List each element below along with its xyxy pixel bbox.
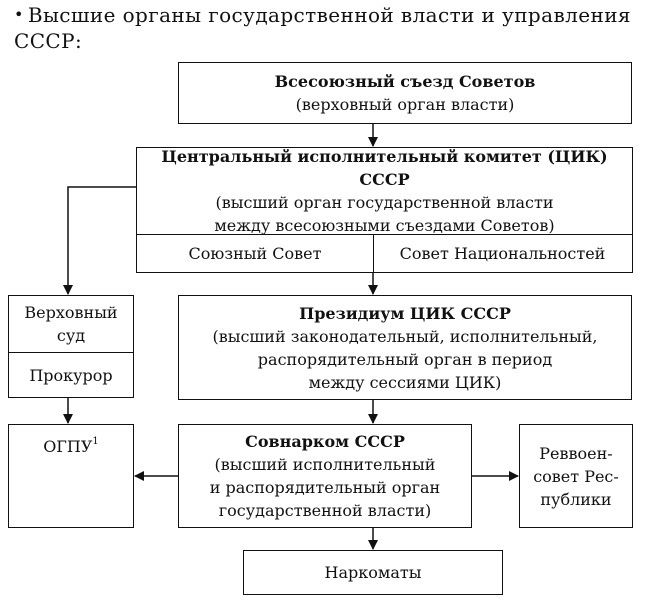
prosecutor-label: Прокурор [29, 365, 113, 385]
ogpu-footnote: 1 [92, 436, 99, 447]
ogpu-label-wrap [43, 435, 99, 458]
sovnarkom-box [178, 424, 472, 528]
cik-subtitle-line2: между всесоюзными съездами Советов) [214, 216, 555, 235]
revvoensovet-box [519, 424, 633, 528]
ogpu-label: ОГПУ [43, 437, 93, 456]
cik-chamber-union: Союзный Совет [188, 244, 322, 263]
revvoensovet-line2: совет Рес- [533, 466, 619, 486]
cik-box [136, 147, 633, 273]
cik-chamber-nationalities: Совет Национальностей [399, 244, 606, 263]
ogpu-box [8, 424, 134, 528]
heading-text: Высшие органы государственной власти и управления СССР: [14, 3, 631, 53]
presidium-box [178, 295, 632, 400]
cik-title: Центральный исполнительный комитет (ЦИК) СССР [161, 147, 608, 189]
sovnarkom-subtitle-line1: (высший исполнительный [214, 455, 436, 474]
supreme-court-label-line1: Верховный [24, 303, 118, 322]
cik-subtitle-line1: (высший орган государственной власти [215, 193, 554, 212]
narkomats-label: Наркоматы [324, 563, 422, 582]
supreme-court-cell [9, 296, 133, 352]
supreme-court-prosecutor-box [8, 295, 134, 398]
revvoensovet-line3: публики [540, 489, 612, 509]
sovnarkom-subtitle-line2: и распорядительный орган [209, 478, 441, 497]
congress-subtitle: (верховный орган власти) [295, 95, 515, 114]
narkomats-box [243, 550, 503, 595]
sovnarkom-title: Совнарком СССР [245, 432, 405, 451]
congress-box [178, 62, 632, 124]
congress-title: Всесоюзный съезд Советов [274, 72, 536, 91]
supreme-court-label-line2: суд [56, 326, 86, 345]
arrow-cik-to-supreme-court [68, 187, 136, 294]
presidium-subtitle-line3: между сессиями ЦИК) [308, 372, 502, 392]
bullet-icon: • [14, 5, 24, 24]
sovnarkom-subtitle-line3: государственной власти) [218, 501, 432, 520]
revvoensovet-line1: Реввоен- [539, 443, 613, 463]
cik-header [137, 148, 632, 234]
presidium-subtitle-line1: (высший законодательный, исполнительный, [212, 326, 598, 346]
presidium-title: Президиум ЦИК СССР [299, 303, 511, 323]
presidium-subtitle-line2: распорядительный орган в период [257, 349, 553, 369]
